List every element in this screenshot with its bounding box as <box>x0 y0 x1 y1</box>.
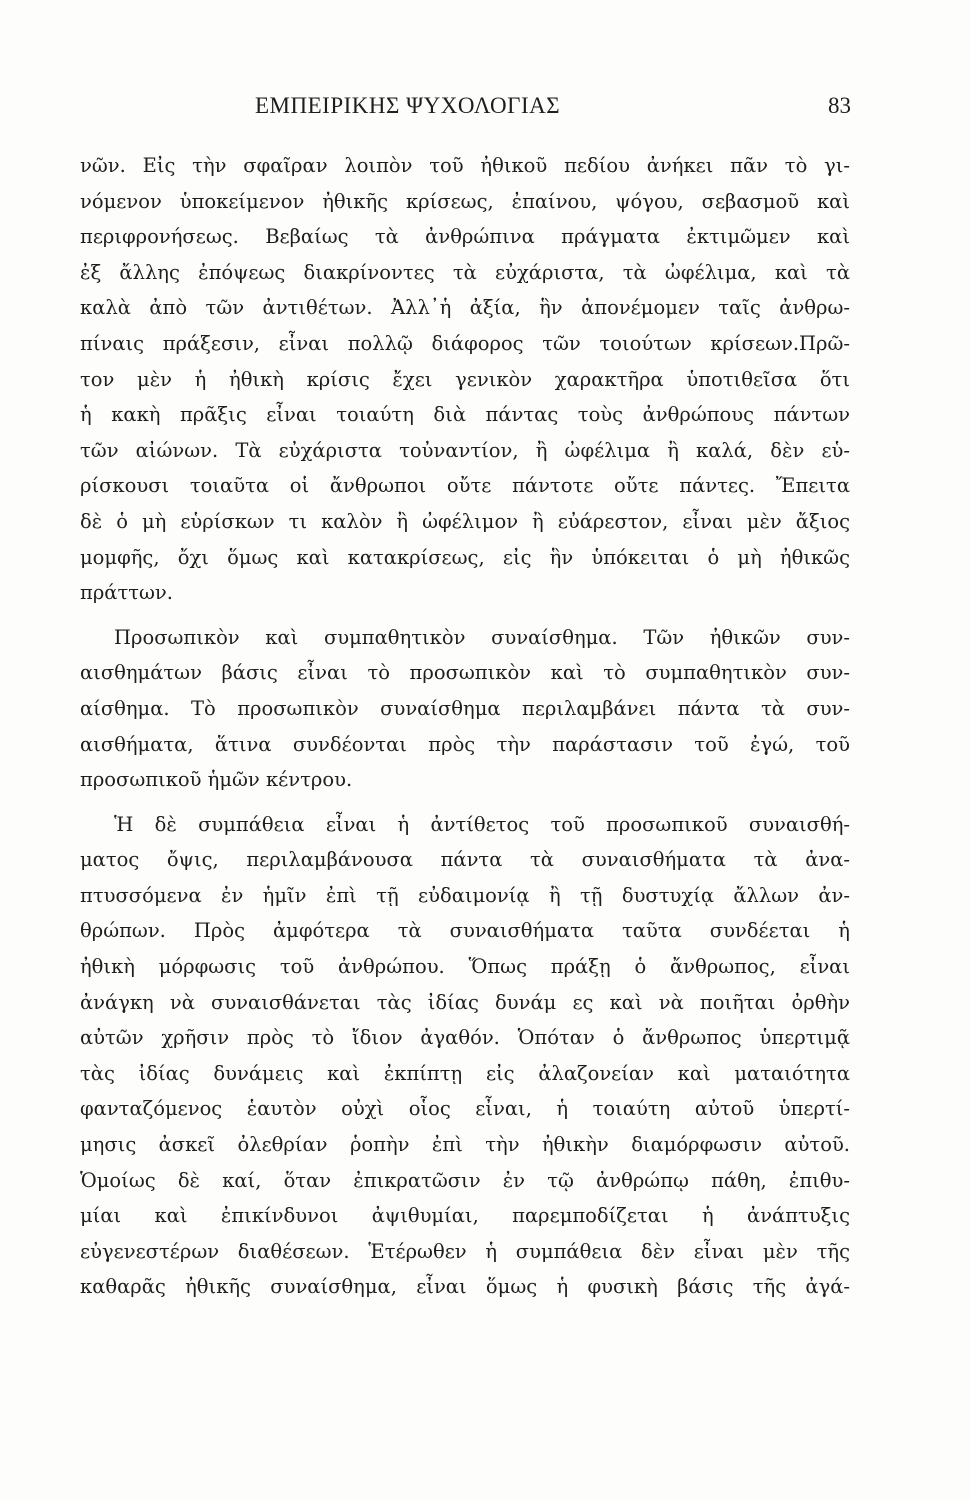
body-text <box>80 148 850 1305</box>
text-line: τὰς ἰδίας δυνάμεις καὶ ἐκπίπτῃ εἰς ἀλαζονείαν καὶ ματαιότητα <box>80 1061 850 1085</box>
paragraph <box>80 807 850 1305</box>
text-line: Ὁμοίως δὲ καί, ὅταν ἐπικρατῶσιν ἐν τῷ ἀνθρώπῳ πάθη, ἐπιθυ- <box>80 1168 850 1192</box>
text-line: Προσωπικὸν καὶ συμπαθητικὸν συναίσθημα. Τῶν ἠθικῶν συν- <box>114 625 850 649</box>
text-line: δὲ ὁ μὴ εὑρίσκων τι καλὸν ἢ ὠφέλιμον ἢ εὐάρεστον, εἶναι μὲν ἄξιος <box>80 509 850 533</box>
text-line: τῶν αἰώνων. Τὰ εὐχάριστα τοὐναντίον, ἢ ὠφέλιμα ἢ καλά, δὲν εὑ- <box>80 438 850 462</box>
text-line: προσωπικοῦ ἡμῶν κέντρου. <box>80 768 353 792</box>
text-line: μησις ἀσκεῖ ὀλεθρίαν ῥοπὴν ἐπὶ τὴν ἠθικὴν διαμόρφωσιν αὐτοῦ. <box>80 1133 850 1157</box>
text-line: πτυσσόμενα ἐν ἡμῖν ἐπὶ τῇ εὐδαιμονίᾳ ἢ τῇ δυστυχίᾳ ἄλλων ἀν- <box>80 883 850 907</box>
text-line: νόμενον ὑποκείμενον ἠθικῆς κρίσεως, ἐπαίνου, ψόγου, σεβασμοῦ καὶ <box>80 189 850 213</box>
text-line: μομφῆς, ὄχι ὅμως καὶ κατακρίσεως, εἰς ἣν ὑπόκειται ὁ μὴ ἠθικῶς <box>80 545 850 569</box>
text-line: πίναις πράξεσιν, εἶναι πολλῷ διάφορος τῶν τοιούτων κρίσεων.Πρῶ- <box>80 331 850 355</box>
text-line: θρώπων. Πρὸς ἀμφότερα τὰ συναισθήματα ταῦτα συνδέεται ἡ <box>80 919 850 943</box>
paragraph <box>80 148 850 611</box>
text-line: νῶν. Εἰς τὴν σφαῖραν λοιπὸν τοῦ ἠθικοῦ πεδίου ἀνήκει πᾶν τὸ γι- <box>80 154 850 177</box>
text-line: αισθημάτων βάσις εἶναι τὸ προσωπικὸν καὶ τὸ συμπαθητικὸν συν- <box>80 661 850 685</box>
text-line: τον μὲν ἡ ἠθικὴ κρίσις ἔχει γενικὸν χαρακτῆρα ὑποτιθεῖσα ὅτι <box>80 367 850 391</box>
text-line: ρίσκουσι τοιαῦτα οἱ ἄνθρωποι οὔτε πάντοτε οὔτε πάντες. Ἔπειτα <box>80 474 850 498</box>
text-line: αισθήματα, ἅτινα συνδέονται πρὸς τὴν παράστασιν τοῦ ἐγώ, τοῦ <box>80 732 850 756</box>
text-line: πράττων. <box>80 581 173 605</box>
text-line: εὐγενεστέρων διαθέσεων. Ἑτέρωθεν ἡ συμπάθεια δὲν εἶναι μὲν τῆς <box>80 1239 850 1263</box>
text-line: αίσθημα. Τὸ προσωπικὸν συναίσθημα περιλαμβάνει πάντα τὰ συν- <box>80 696 850 720</box>
text-line: μίαι καὶ ἐπικίνδυνοι ἀψιθυμίαι, παρεμποδίζεται ἡ ἀνάπτυξις <box>80 1204 850 1228</box>
text-line: ἀνάγκη νὰ συναισθάνεται τὰς ἰδίας δυνάμ ες καὶ νὰ ποιῆται ὀρθὴν <box>80 990 850 1014</box>
text-line: Ἡ δὲ συμπάθεια εἶναι ἡ ἀντίθετος τοῦ προσωπικοῦ συναισθή- <box>114 812 850 836</box>
text-line: φανταζόμενος ἑαυτὸν οὐχὶ οἷος εἶναι, ἡ τοιαύτη αὐτοῦ ὑπερτί- <box>80 1097 850 1121</box>
text-line: ἡ κακὴ πρᾶξις εἶναι τοιαύτη διὰ πάντας τοὺς ἀνθρώπους πάντων <box>80 403 850 427</box>
text-line: καθαρᾶς ἠθικῆς συναίσθημα, εἶναι ὅμως ἡ φυσικὴ βάσις τῆς ἀγά- <box>80 1275 850 1299</box>
running-title: ΕΜΠΕΙΡΙΚΗΣ ΨΥΧΟΛΟΓΙΑΣ <box>255 93 561 118</box>
page-header <box>80 93 851 129</box>
text-line: ματος ὄψις, περιλαμβάνουσα πάντα τὰ συναισθήματα τὰ ἀνα- <box>80 848 850 872</box>
text-line: ἐξ ἄλλης ἐπόψεως διακρίνοντες τὰ εὐχάριστα, τὰ ὠφέλιμα, καὶ τὰ <box>80 260 850 284</box>
text-line: ἠθικὴ μόρφωσις τοῦ ἀνθρώπου. Ὅπως πράξῃ ὁ ἄνθρωπος, εἶναι <box>80 955 850 979</box>
text-line: αὐτῶν χρῆσιν πρὸς τὸ ἴδιον ἀγαθόν. Ὁπόταν ὁ ἄνθρωπος ὑπερτιμᾷ <box>80 1026 850 1050</box>
page-number: 83 <box>828 93 851 118</box>
paragraph <box>80 620 850 798</box>
text-line: καλὰ ἀπὸ τῶν ἀντιθέτων. Ἀλλ᾽ἡ ἀξία, ἣν ἀπονέμομεν ταῖς ἀνθρω- <box>80 296 850 320</box>
text-line: περιφρονήσεως. Βεβαίως τὰ ἀνθρώπινα πράγματα ἐκτιμῶμεν καὶ <box>80 225 850 249</box>
